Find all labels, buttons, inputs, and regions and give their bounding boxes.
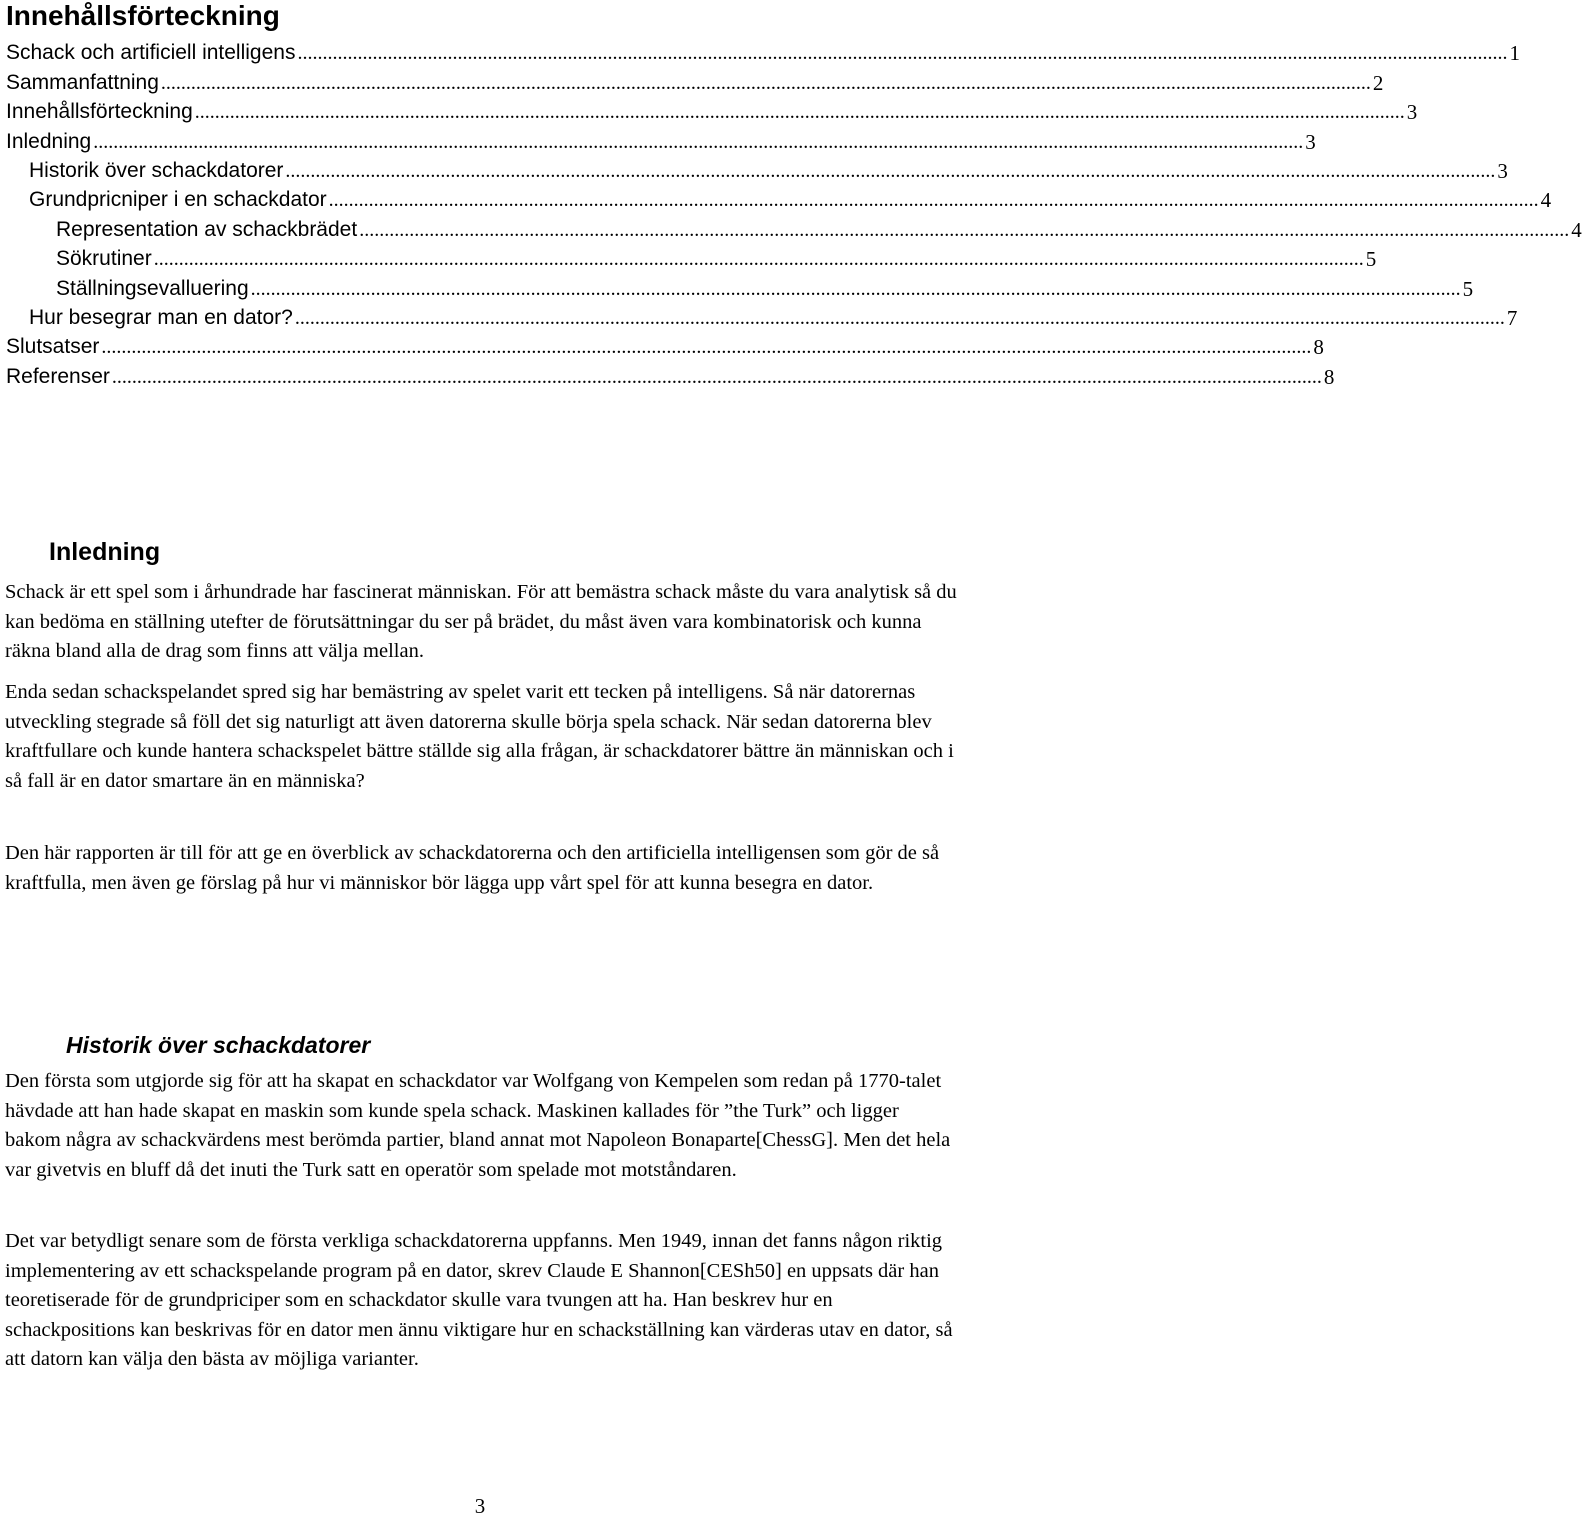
toc-entry-label: Schack och artificiell intelligens: [6, 41, 296, 65]
toc-title: Innehållsförteckning: [6, 0, 280, 31]
toc-dot-leader: [161, 70, 1371, 96]
toc-entry[interactable]: [0, 96, 1418, 125]
toc-entry[interactable]: [0, 125, 1316, 154]
paragraph: Den första som utgjorde sig för att ha skapat en schackdator var Wolfgang von Kempelen som redan på 1770-talet hävdade att han hade skapat en maskin som kunde spela schack. Maskinen kallades för ”the Turk” och ligger bakom några av schackvärdens mest berömda partier, bland annat mot Napoleon Bonaparte[ChessG]. Men det hela var givetvis en bluff då det inuti the Turk satt en operatör som spelade mot motståndaren.: [5, 1070, 951, 1181]
toc-entry[interactable]: [0, 360, 1335, 389]
toc-entry-label: Inledning: [6, 129, 92, 153]
toc-entry-label: Ställningsevalluering: [56, 276, 249, 300]
paragraph: Den här rapporten är till för att ge en överblick av schackdatorerna och den artificiella intelligensen som gör de så kraftfulla, men även ge förslag på hur vi människor bör lägga upp vårt spel för att kunna besegra en dator.: [5, 842, 940, 894]
toc-entry[interactable]: [0, 331, 1324, 360]
toc-entry[interactable]: [0, 66, 1384, 95]
paragraph: Enda sedan schackspelandet spred sig har bemästring av spelet varit ett tecken på intelligens. Så när datorernas utveckling stegrade så föll det sig naturligt att även datorerna skulle börja spela schack. När sedan datorerna blev kraftfullare och kunde hantera schackspelet bättre ställde sig alla frågan, är schackdatorer bättre än människan och i så fall är en dator smartare än en människa?: [5, 681, 954, 792]
toc-entry[interactable]: [0, 184, 1552, 213]
toc-dot-leader: [93, 129, 1303, 155]
toc-dot-leader: [154, 246, 1364, 272]
toc-entry-page: 3: [1305, 129, 1316, 154]
toc-dot-leader: [195, 99, 1405, 125]
toc-dot-leader: [329, 187, 1539, 213]
toc-dot-leader: [101, 334, 1311, 360]
toc-dot-leader: [359, 217, 1569, 243]
toc-entry[interactable]: [0, 155, 1508, 184]
toc-entry-page: 4: [1571, 217, 1582, 242]
toc-entry-label: Sökrutiner: [56, 247, 152, 271]
toc-entry-label: Innehållsförteckning: [6, 100, 193, 124]
toc-dot-leader: [297, 40, 1507, 66]
toc-entry[interactable]: [0, 243, 1377, 272]
section-heading-inledning: Inledning: [49, 538, 161, 566]
toc-entry-page: 5: [1462, 276, 1474, 301]
toc-entry-label: Referenser: [6, 364, 110, 388]
paragraph: Schack är ett spel som i århundrade har fascinerat människan. För att bemästra schack måste du vara analytisk så du kan bedöma en ställning utefter de förutsättningar du ser på brädet, du måst även vara kombinatorisk och kunna räkna bland alla de drag som finns att välja mellan.: [5, 581, 957, 663]
toc-entry-page: 7: [1506, 305, 1518, 330]
toc-entry-page: 3: [1497, 158, 1508, 183]
toc-entry-page: 8: [1313, 335, 1324, 360]
toc-entry[interactable]: [0, 213, 1582, 242]
toc-entry[interactable]: [0, 272, 1474, 301]
toc-entry[interactable]: [0, 37, 1520, 66]
toc-entry-page: 1: [1509, 41, 1520, 66]
toc-entry-page: 8: [1323, 364, 1335, 389]
toc-dot-leader: [285, 158, 1495, 184]
toc-dot-leader: [112, 364, 1322, 390]
paragraph: Det var betydligt senare som de första verkliga schackdatorerna uppfanns. Men 1949, innan det fanns någon riktig implementering av ett schackspelande program på en dator, skrev Claude E Shannon[CESh50] en uppsats där han teoretiserade för de grundpriciper som en schackdator skulle vara tvungen att ha. Han beskrev hur en schackpositions kan beskrivas för en dator men ännu viktigare hur en schackställning kan värderas utav en dator, så att datorn kan välja den bästa av möjliga varianter.: [5, 1230, 953, 1371]
toc-entry-page: 3: [1406, 100, 1418, 125]
toc-entry-label: Grundpricniper i en schackdator: [29, 188, 327, 212]
toc-entry-label: Historik över schackdatorer: [29, 158, 284, 182]
section-heading-historik: Historik över schackdatorer: [66, 1032, 371, 1058]
toc-entry-page: 4: [1540, 188, 1552, 213]
toc-dot-leader: [295, 305, 1505, 331]
table-of-contents: [0, 37, 1582, 390]
toc-entry-page: 2: [1372, 70, 1384, 95]
toc-entry-label: Sammanfattning: [6, 70, 159, 94]
page-number: 3: [474, 1494, 486, 1518]
toc-entry[interactable]: [0, 302, 1518, 331]
toc-entry-label: Representation av schackbrädet: [56, 217, 358, 241]
toc-entry-label: Hur besegrar man en dator?: [29, 305, 293, 329]
toc-dot-leader: [251, 276, 1461, 302]
toc-entry-page: 5: [1365, 247, 1377, 272]
toc-entry-label: Slutsatser: [6, 335, 100, 359]
